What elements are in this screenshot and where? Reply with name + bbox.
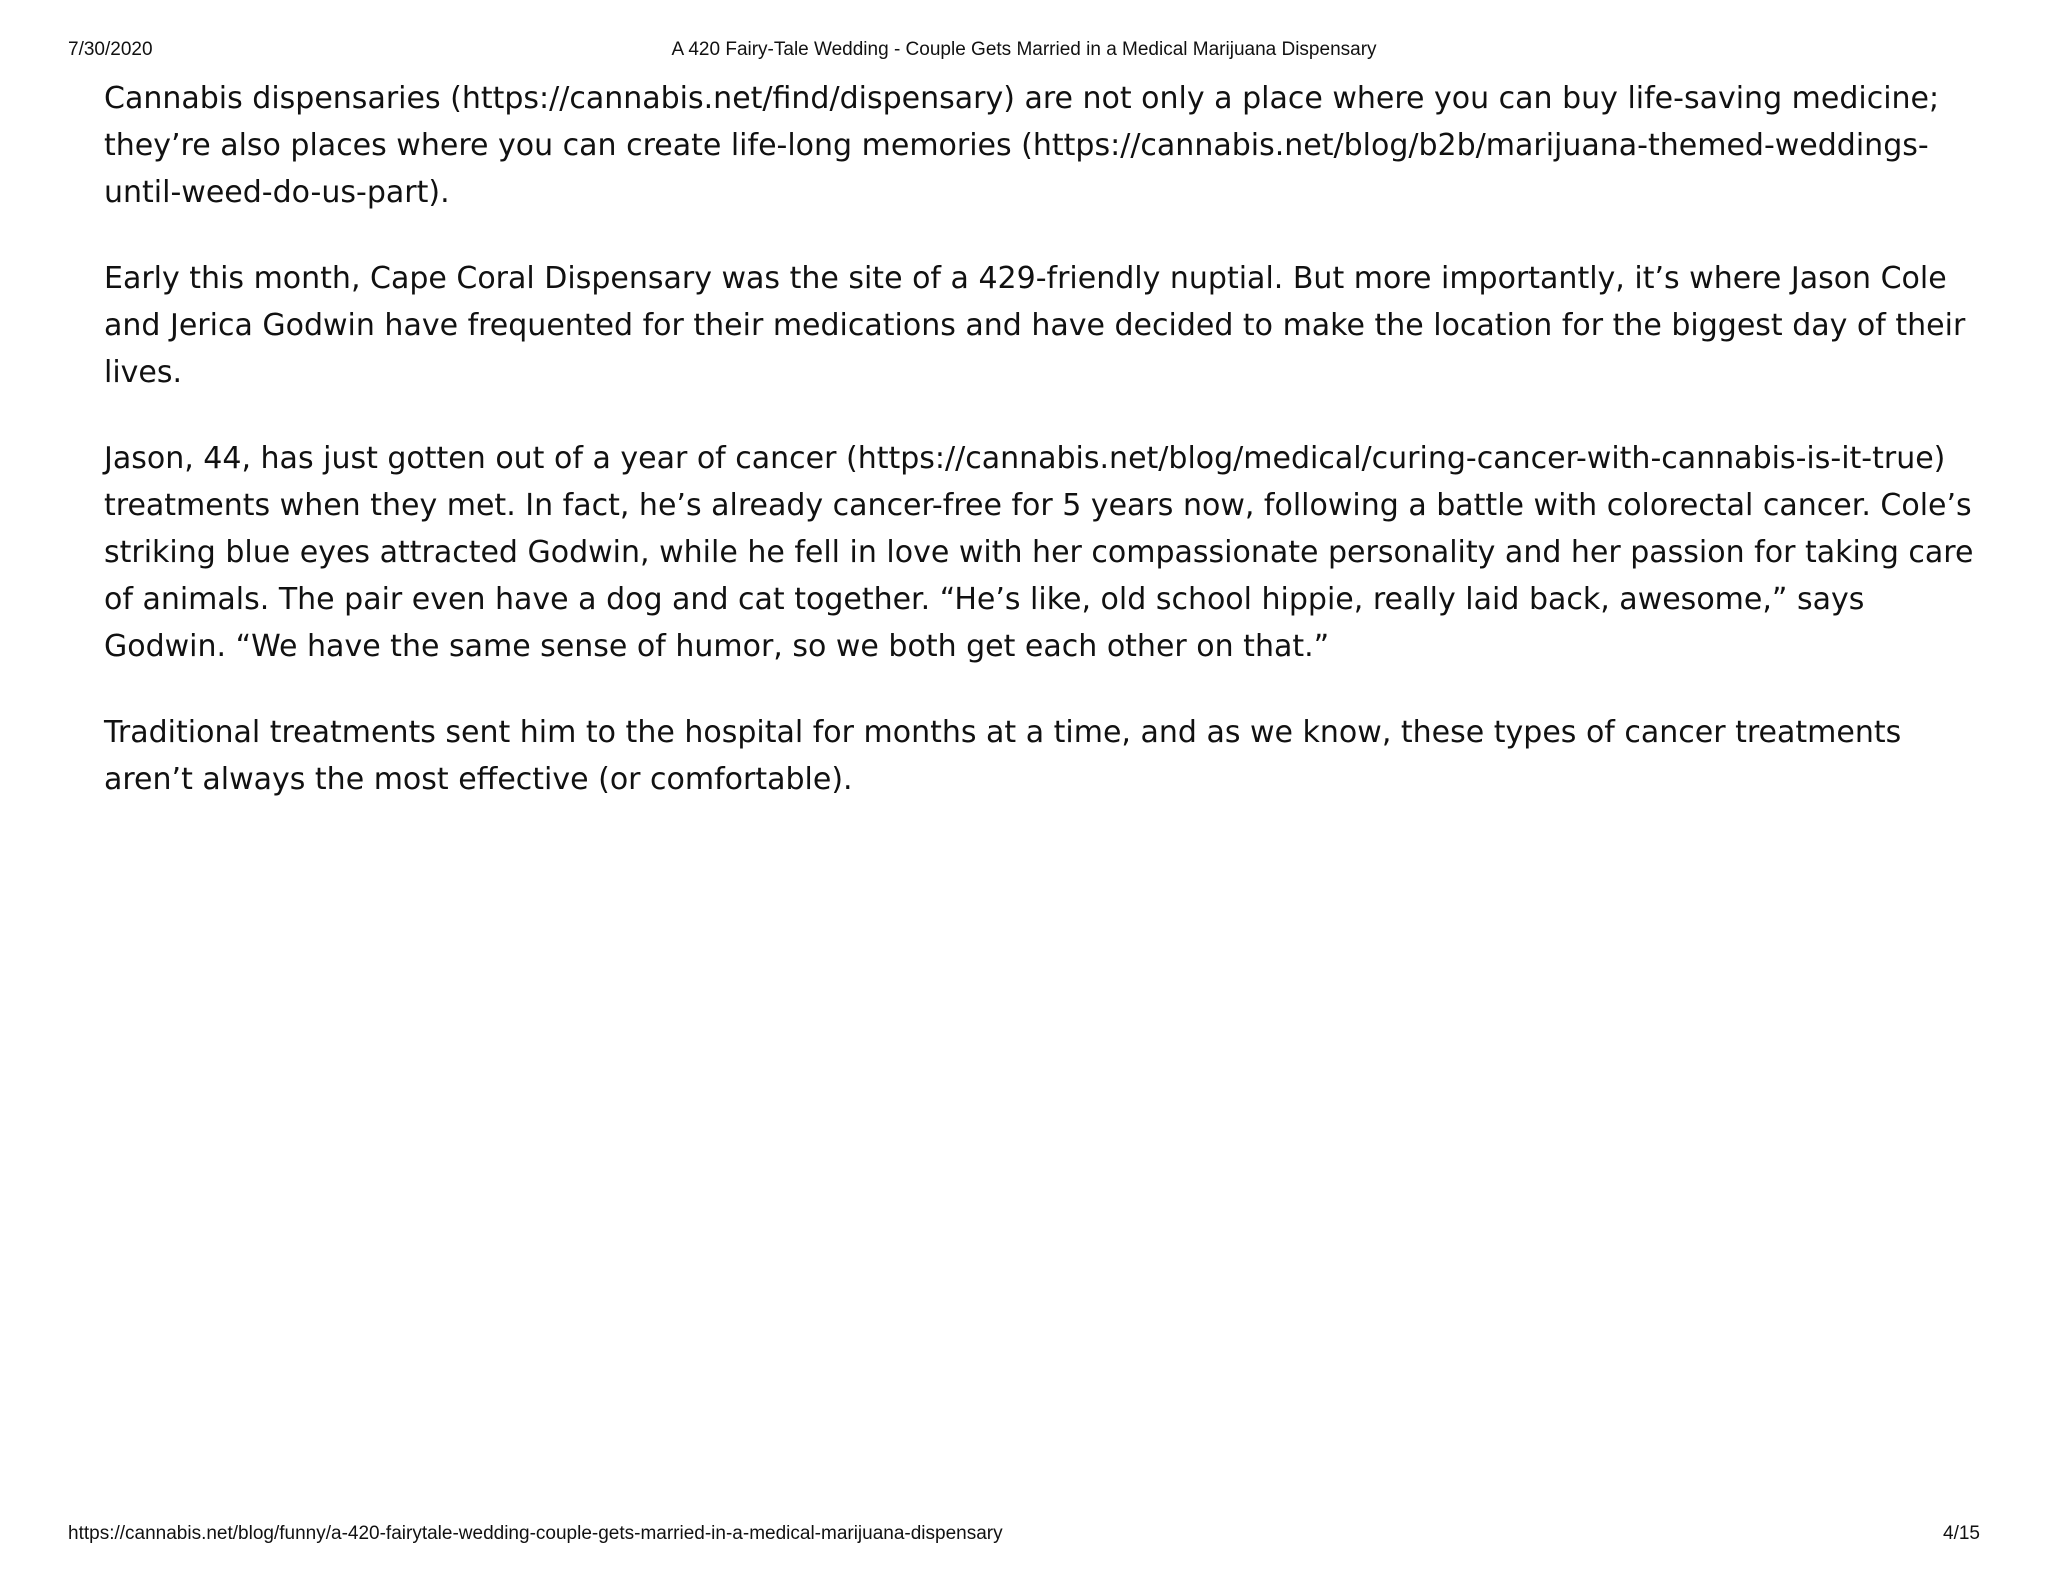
paragraph-jason-cole: Jason, 44, has just gotten out of a year of cancer (https://cannabis.net/blog/medical/curing-cancer-with-cannabis-is-it-true) treatments when they met. In fact, he’s already cancer-free for 5 years now, following a battle with colorectal cancer. Cole’s striking blue eyes attracted Godwin, while he fell in love with her compassionate personality and her passion for taking care of animals. The pair even have a dog and cat together. “He’s like, old school hippie, really laid back, awesome,” says Godwin. “We have the same sense of humor, so we both get each other on that.” — [104, 441, 1974, 664]
page-title: A 420 Fairy-Tale Wedding - Couple Gets Married in a Medical Marijuana Dispensary — [671, 39, 1377, 60]
print-header — [68, 39, 1980, 65]
article-body — [104, 75, 1984, 842]
page-number: 4/15 — [1943, 1523, 1980, 1544]
paragraph-cape-coral: Early this month, Cape Coral Dispensary was the site of a 429-friendly nuptial. But more importantly, it’s where Jason Cole and Jerica Godwin have frequented for their medications and have decided to make the location for the biggest day of their lives. — [104, 261, 1966, 390]
paragraph-traditional-treatments: Traditional treatments sent him to the hospital for months at a time, and as we know, these types of cancer treatments aren’t always the most effective (or comfortable). — [104, 715, 1902, 797]
print-footer — [68, 1523, 1980, 1549]
page-url: https://cannabis.net/blog/funny/a-420-fairytale-wedding-couple-gets-married-in-a-medical-marijuana-dispensary — [68, 1523, 1003, 1544]
paragraph-dispensaries: Cannabis dispensaries (https://cannabis.net/find/dispensary) are not only a place where you can buy life-saving medicine; they’re also places where you can create life-long memories (https://cannabis.net/blog/b2b/marijuana-themed-weddings-until-weed-do-us-part). — [104, 81, 1940, 210]
print-date: 7/30/2020 — [68, 39, 153, 60]
